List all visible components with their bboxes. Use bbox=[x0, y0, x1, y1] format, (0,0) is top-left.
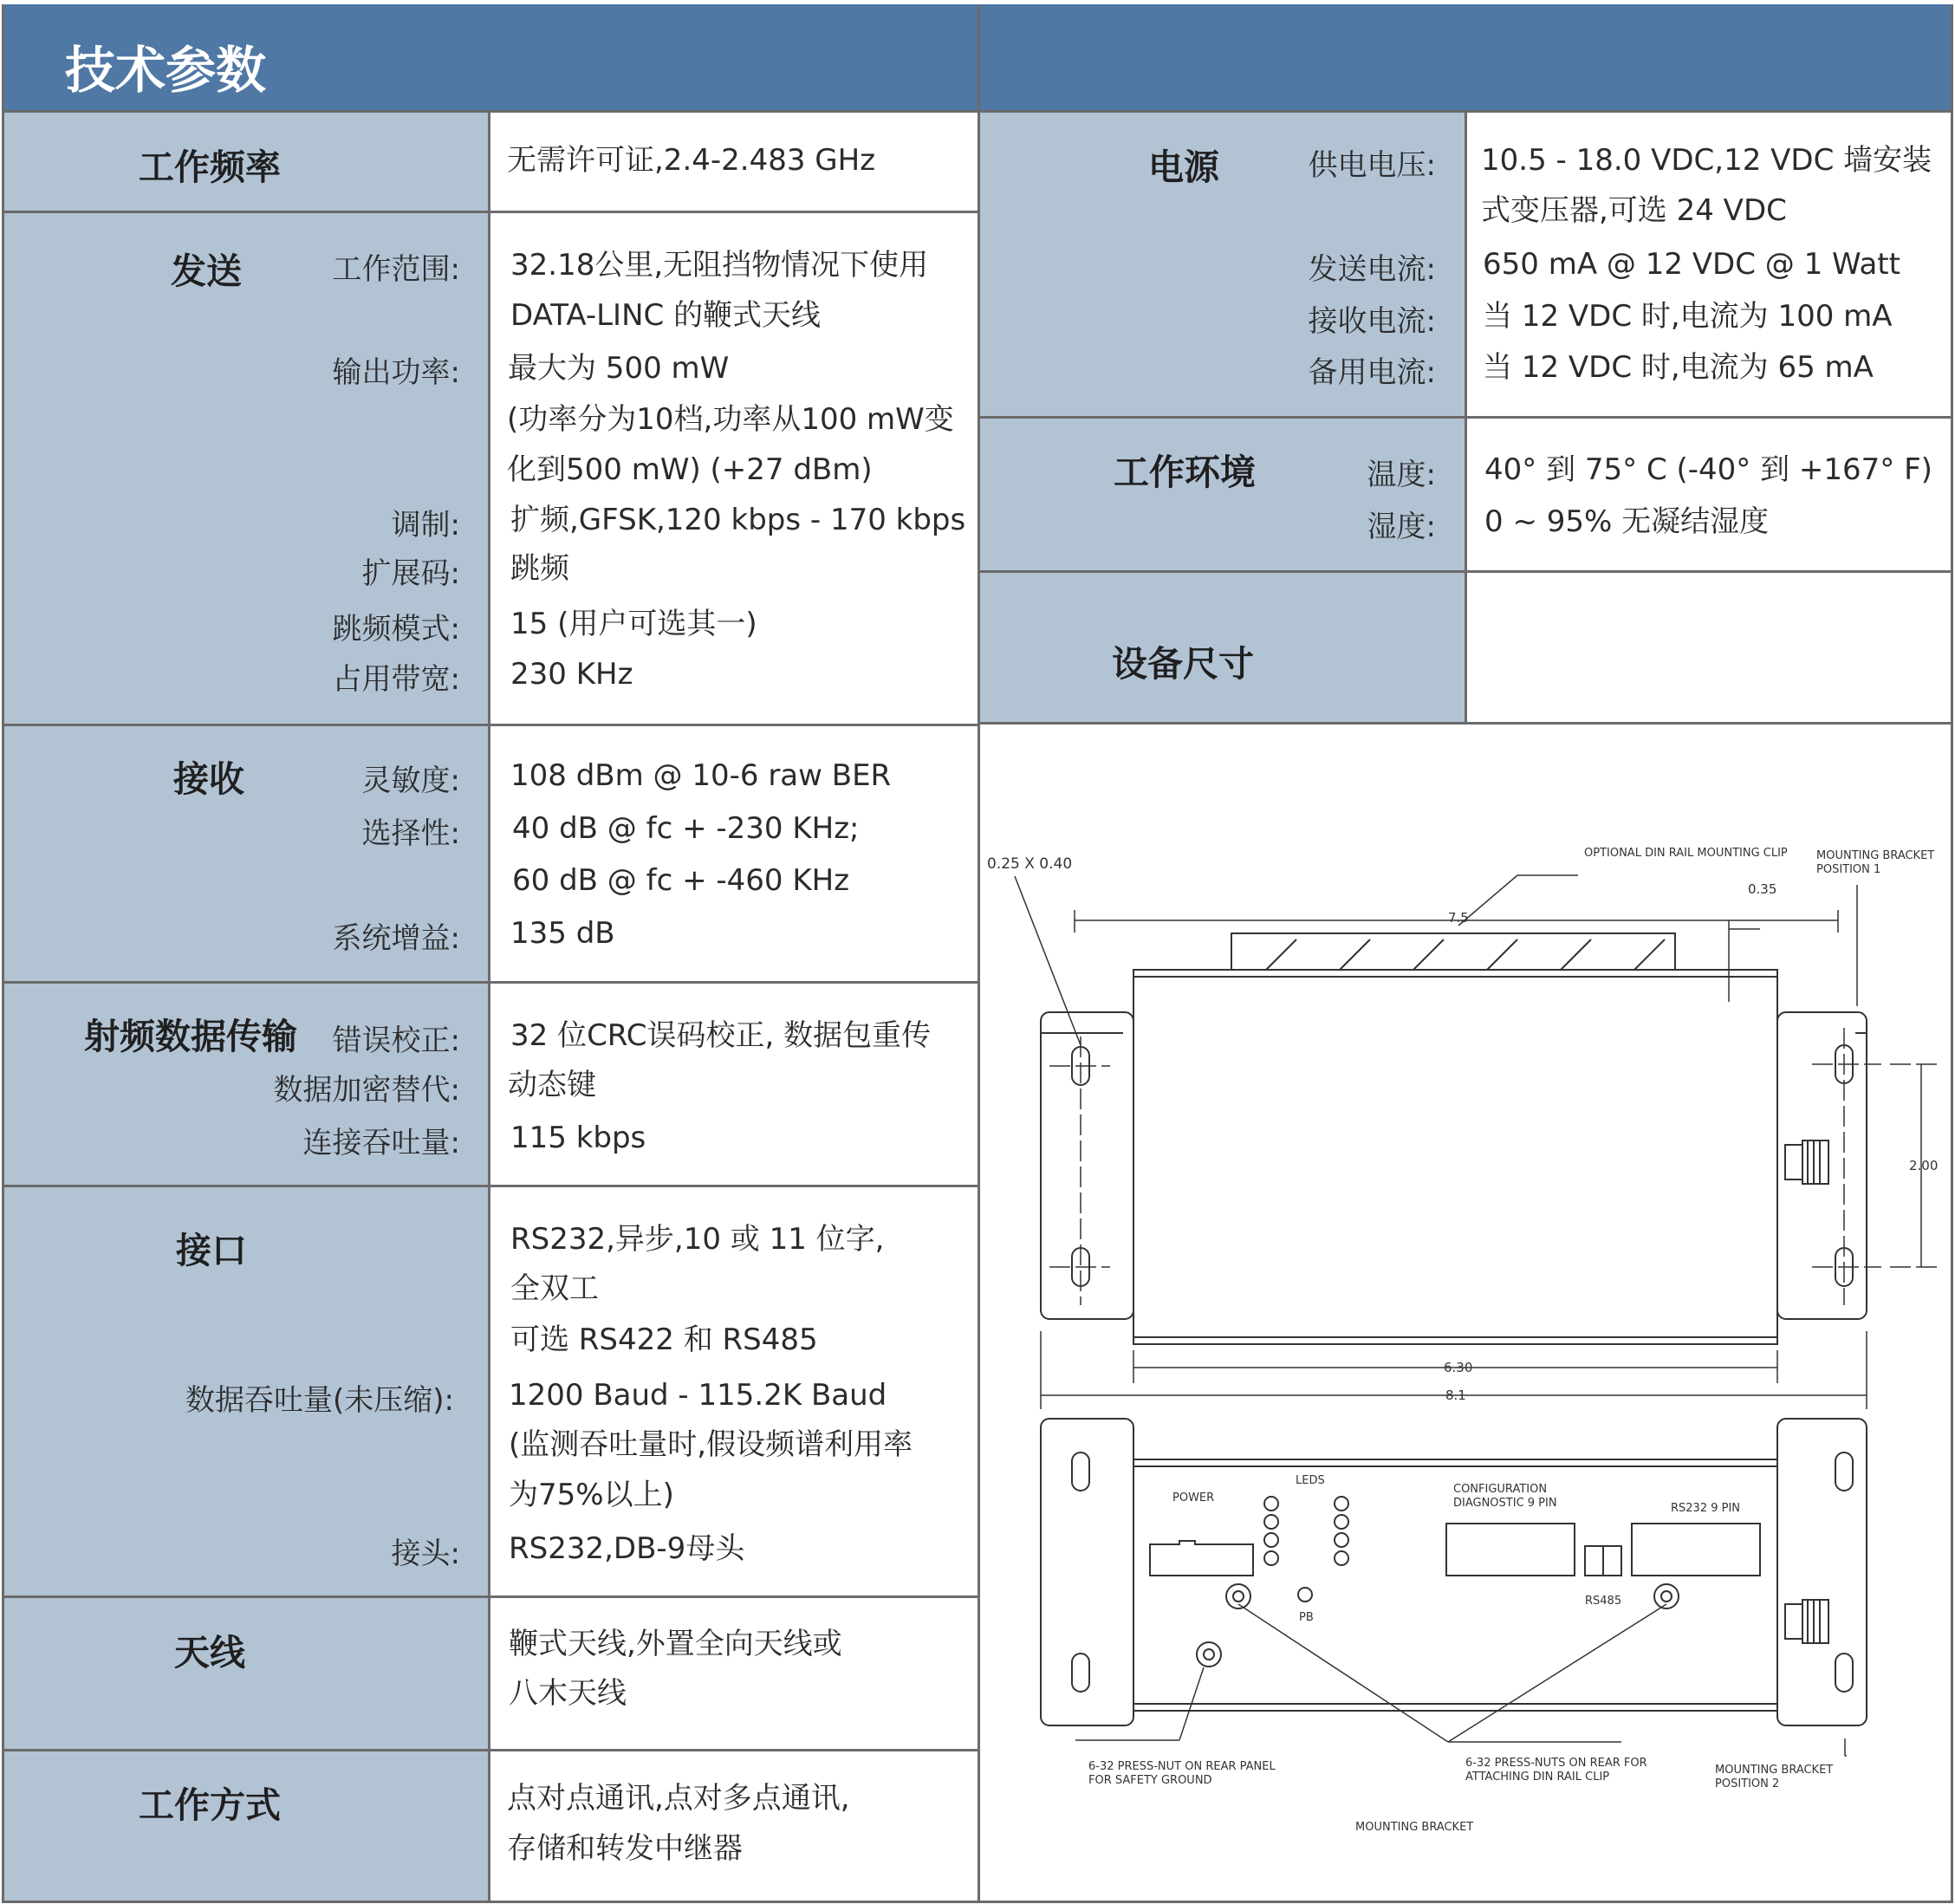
header-bar-right bbox=[980, 4, 1952, 110]
rx-line: 60 dB @ fc + -460 KHz bbox=[512, 863, 850, 898]
dim-035: 0.35 bbox=[1748, 881, 1777, 897]
dim-200: 2.00 bbox=[1909, 1158, 1939, 1173]
dim-81: 8.1 bbox=[1445, 1387, 1466, 1403]
mode-line: 点对点通讯,点对多点通讯, bbox=[507, 1781, 850, 1816]
tx-line: 化到500 mW) (+27 dBm) bbox=[507, 452, 873, 487]
press-nut-label: 6-32 PRESS-NUT ON REAR PANEL bbox=[1088, 1760, 1276, 1773]
power-label-rx: 接收电流: bbox=[1308, 304, 1436, 339]
iface-line: (监测吞吐量时,假设频谱利用率 bbox=[509, 1427, 913, 1462]
env-category: 工作环境 bbox=[1114, 452, 1256, 493]
tx-line: 32.18公里,无阻挡物情况下使用 bbox=[510, 248, 929, 283]
divider bbox=[1951, 4, 1953, 1902]
power-line: 650 mA @ 12 VDC @ 1 Watt bbox=[1483, 247, 1900, 282]
rf-line: 115 kbps bbox=[510, 1121, 646, 1155]
bracket1-label: MOUNTING BRACKET bbox=[1816, 849, 1935, 862]
power-label-voltage: 供电电压: bbox=[1308, 148, 1436, 183]
antenna-line: 八木天线 bbox=[509, 1676, 627, 1711]
env-line: 40° 到 75° C (-40° 到 +167° F) bbox=[1484, 452, 1932, 487]
iface-line: 全双工 bbox=[510, 1271, 599, 1306]
rx-label-sensitivity: 灵敏度: bbox=[361, 764, 460, 798]
dimension-drawing bbox=[980, 725, 1951, 1901]
iface-line: 可选 RS422 和 RS485 bbox=[510, 1322, 818, 1357]
rx-line: 135 dB bbox=[510, 916, 615, 951]
rf-label-ecc: 错误校正: bbox=[332, 1023, 460, 1058]
freq-value: 无需许可证,2.4-2.483 GHz bbox=[507, 143, 876, 178]
env-line: 0 ~ 95% 无凝结湿度 bbox=[1484, 504, 1770, 539]
rf-line: 动态键 bbox=[508, 1068, 596, 1102]
power-category: 电源 bbox=[1148, 146, 1219, 188]
power-line: 10.5 - 18.0 VDC,12 VDC 墙安装 bbox=[1481, 143, 1932, 178]
page-title: 技术参数 bbox=[65, 41, 267, 100]
config-label: CONFIGURATION bbox=[1453, 1483, 1548, 1496]
power-label-standby: 备用电流: bbox=[1308, 355, 1436, 390]
freq-category: 工作频率 bbox=[139, 146, 281, 188]
tx-label-range: 工作范围: bbox=[332, 252, 460, 287]
power-port-label: POWER bbox=[1172, 1491, 1215, 1504]
din-clip-label: OPTIONAL DIN RAIL MOUNTING CLIP bbox=[1584, 847, 1788, 860]
rs485-label: RS485 bbox=[1585, 1595, 1622, 1608]
rx-category: 接收 bbox=[173, 758, 244, 800]
tx-line: 跳频 bbox=[510, 551, 569, 586]
iface-line: 1200 Baud - 115.2K Baud bbox=[509, 1378, 887, 1413]
dims-category: 设备尺寸 bbox=[1112, 643, 1254, 685]
divider bbox=[978, 570, 1953, 573]
bracket2-label: POSITION 2 bbox=[1715, 1777, 1780, 1790]
power-label-tx: 发送电流: bbox=[1308, 252, 1436, 287]
env-label-temp: 温度: bbox=[1367, 458, 1436, 492]
tx-label-power: 输出功率: bbox=[332, 355, 460, 390]
rs232-label: RS232 9 PIN bbox=[1671, 1502, 1741, 1515]
tx-line: 扩频,GFSK,120 kbps - 170 kbps bbox=[510, 503, 966, 537]
power-line: 当 12 VDC 时,电流为 65 mA bbox=[1483, 350, 1874, 385]
tx-line: 最大为 500 mW bbox=[508, 351, 730, 386]
tx-label-modulation: 调制: bbox=[391, 508, 460, 543]
pb-label: PB bbox=[1299, 1611, 1314, 1624]
rf-label-encryption: 数据加密替代: bbox=[273, 1073, 460, 1108]
divider bbox=[2, 724, 979, 726]
tx-label-bandwidth: 占用带宽: bbox=[332, 662, 460, 697]
tx-label-hopping: 跳频模式: bbox=[332, 612, 460, 647]
mode-category: 工作方式 bbox=[139, 1784, 281, 1826]
tx-label-spread: 扩展码: bbox=[361, 556, 460, 591]
env-label-humidity: 湿度: bbox=[1367, 510, 1436, 544]
divider bbox=[2, 981, 979, 984]
antenna-line: 鞭式天线,外置全向天线或 bbox=[509, 1627, 842, 1661]
bracket2-label: MOUNTING BRACKET bbox=[1715, 1764, 1834, 1777]
rf-label-throughput: 连接吞吐量: bbox=[302, 1126, 460, 1160]
tx-category: 发送 bbox=[171, 250, 242, 292]
press-nut-label: FOR SAFETY GROUND bbox=[1088, 1774, 1212, 1787]
rx-label-selectivity: 选择性: bbox=[361, 816, 460, 851]
divider bbox=[2, 110, 1953, 113]
divider bbox=[2, 4, 4, 1902]
divider bbox=[2, 1185, 979, 1187]
rf-line: 32 位CRC误码校正, 数据包重传 bbox=[510, 1018, 932, 1053]
bracket1-label: POSITION 1 bbox=[1816, 863, 1881, 876]
divider bbox=[488, 110, 490, 1903]
iface-label-connector: 接头: bbox=[391, 1537, 460, 1571]
divider bbox=[978, 416, 1953, 419]
dim-slot-label: 0.25 X 0.40 bbox=[987, 855, 1073, 873]
tx-line: 15 (用户可选其一) bbox=[510, 607, 757, 641]
dim-630: 6.30 bbox=[1444, 1360, 1473, 1375]
divider bbox=[2, 211, 979, 213]
press-nuts-label: ATTACHING DIN RAIL CLIP bbox=[1465, 1771, 1610, 1784]
tx-line: (功率分为10档,功率从100 mW变 bbox=[507, 402, 954, 437]
mode-line: 存储和转发中继器 bbox=[507, 1831, 743, 1866]
config-label: DIAGNOSTIC 9 PIN bbox=[1453, 1497, 1557, 1510]
divider bbox=[2, 1749, 979, 1751]
leds-label: LEDS bbox=[1296, 1474, 1325, 1487]
iface-line: RS232,DB-9母头 bbox=[509, 1531, 745, 1566]
power-line: 式变压器,可选 24 VDC bbox=[1481, 193, 1787, 228]
antenna-category: 天线 bbox=[174, 1632, 245, 1673]
rx-label-gain: 系统增益: bbox=[332, 921, 460, 956]
iface-line: 为75%以上) bbox=[509, 1478, 674, 1512]
tx-line: DATA-LINC 的鞭式天线 bbox=[510, 298, 822, 333]
divider bbox=[2, 1595, 979, 1598]
rx-line: 108 dBm @ 10-6 raw BER bbox=[510, 758, 892, 793]
press-nuts-label: 6-32 PRESS-NUTS ON REAR FOR bbox=[1465, 1757, 1647, 1770]
divider bbox=[2, 1901, 1953, 1903]
mount-label: MOUNTING BRACKET bbox=[1355, 1821, 1474, 1834]
dim-75: 7.5 bbox=[1448, 910, 1469, 926]
rf-category: 射频数据传输 bbox=[84, 1016, 297, 1057]
power-line: 当 12 VDC 时,电流为 100 mA bbox=[1483, 299, 1893, 334]
iface-line: RS232,异步,10 或 11 位字, bbox=[510, 1222, 885, 1257]
rx-line: 40 dB @ fc + -230 KHz; bbox=[512, 811, 860, 846]
tx-line: 230 KHz bbox=[510, 657, 633, 692]
iface-label-throughput: 数据吞吐量(未压缩): bbox=[185, 1383, 454, 1418]
iface-category: 接口 bbox=[176, 1230, 247, 1271]
